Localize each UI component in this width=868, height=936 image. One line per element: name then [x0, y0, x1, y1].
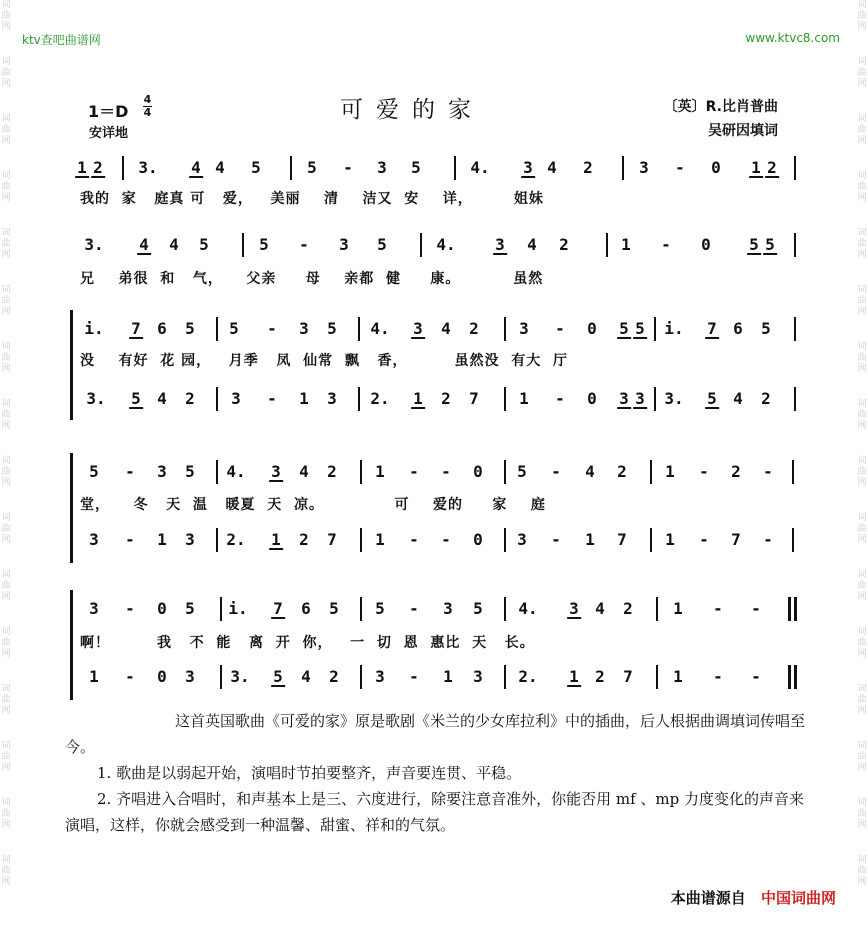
note: 1 [443, 667, 453, 686]
side-watermark-text: 词 曲 网 [857, 798, 867, 830]
note: 3 [473, 667, 483, 686]
notation-row-4-lower [76, 528, 796, 552]
note: 2 [469, 319, 479, 338]
notation-row-2 [76, 233, 796, 257]
note: 7 [731, 530, 741, 549]
right-watermark-strip [856, 0, 868, 936]
lyric-line-2: 兄 弟很 和 气， 父亲 母 亲都 健 康。 虽然 [80, 271, 544, 287]
side-watermark-text: 词 曲 网 [857, 399, 867, 431]
note: i. [228, 599, 248, 618]
barline [622, 156, 624, 180]
note: i. [84, 319, 104, 338]
note: - [441, 462, 451, 481]
barline [654, 317, 656, 341]
barline [454, 156, 456, 180]
note: 1 [665, 530, 675, 549]
note: - [551, 530, 561, 549]
note: 4 [527, 235, 537, 254]
barline [358, 317, 360, 341]
note: - [299, 235, 309, 254]
note: - [409, 462, 419, 481]
description-paragraph-1: 这首英国歌曲《可爱的家》原是歌剧《米兰的少女库拉利》中的插曲，后人根据曲调填词传唱至今。 [65, 712, 806, 756]
note: 1 [77, 158, 87, 177]
barline [606, 233, 608, 257]
tempo-marking: 安详地 [89, 126, 129, 141]
note: 3 [413, 319, 423, 338]
note: 4. [518, 599, 538, 618]
barline [420, 233, 422, 257]
source-credit [671, 887, 836, 908]
note: 4. [370, 319, 390, 338]
note: 6 [157, 319, 167, 338]
barline [220, 665, 222, 689]
side-watermark-text: 词 曲 网 [1, 855, 11, 887]
note: - [555, 319, 565, 338]
note: 5 [329, 599, 339, 618]
barline [504, 528, 506, 552]
barline [656, 665, 658, 689]
note: 5 [199, 235, 209, 254]
key-signature: 1＝D [88, 102, 129, 121]
note: 4. [436, 235, 456, 254]
lyric-line-4: 堂， 冬 天 温 暖夏 天 凉。 可 爱的 家 庭 [80, 497, 546, 513]
note: 5 [327, 319, 337, 338]
composer-credit: 〔英〕R.比肖普曲 [663, 99, 778, 115]
note: - [409, 667, 419, 686]
note: - [267, 389, 277, 408]
barline [220, 597, 222, 621]
note: 2. [226, 530, 246, 549]
note: - [343, 158, 353, 177]
note: 0 [701, 235, 711, 254]
source-site: 中国词曲网 [760, 889, 836, 907]
barline [654, 387, 656, 411]
note: - [699, 530, 709, 549]
barline [216, 317, 218, 341]
note: - [125, 530, 135, 549]
note: 5 [707, 389, 717, 408]
note: 3. [664, 389, 684, 408]
side-watermark-text: 词 曲 网 [857, 741, 867, 773]
left-watermark-strip [0, 0, 12, 936]
note: 0 [473, 530, 483, 549]
barline [794, 387, 796, 411]
note: 7 [617, 530, 627, 549]
barline [792, 528, 794, 552]
note: 4 [733, 389, 743, 408]
note: 3 [443, 599, 453, 618]
note: 2. [370, 389, 390, 408]
note: 0 [587, 389, 597, 408]
barline [360, 460, 362, 484]
note: 4. [470, 158, 490, 177]
barline [216, 460, 218, 484]
note: 3 [185, 667, 195, 686]
note: 2 [623, 599, 633, 618]
note: 7 [131, 319, 141, 338]
note: 1 [569, 667, 579, 686]
note: - [125, 599, 135, 618]
note: 4 [547, 158, 557, 177]
barline [794, 317, 796, 341]
note: 5 [185, 462, 195, 481]
notation-row-3-lower [76, 387, 796, 411]
side-watermark-text: 词 曲 网 [1, 684, 11, 716]
note: - [751, 667, 761, 686]
note: 5 [251, 158, 261, 177]
note: 3. [84, 235, 104, 254]
note: - [409, 530, 419, 549]
note: 5 [377, 235, 387, 254]
note: 5 [307, 158, 317, 177]
notation-row-4-upper [76, 460, 796, 484]
side-watermark-text: 词 曲 网 [1, 342, 11, 374]
barline [504, 597, 506, 621]
barline [242, 233, 244, 257]
note: - [763, 530, 773, 549]
note: 7 [469, 389, 479, 408]
note: 5 [473, 599, 483, 618]
note: - [551, 462, 561, 481]
note: 7 [623, 667, 633, 686]
note: 4 [139, 235, 149, 254]
note: - [751, 599, 761, 618]
note: - [675, 158, 685, 177]
note: 1 [375, 462, 385, 481]
note: 3 [271, 462, 281, 481]
final-barline [788, 597, 791, 621]
note: 5 [89, 462, 99, 481]
side-watermark-text: 词 曲 网 [857, 855, 867, 887]
note: 3 [635, 389, 645, 408]
note: 5 [185, 599, 195, 618]
barline [216, 387, 218, 411]
side-watermark-text: 词 曲 网 [857, 570, 867, 602]
side-watermark-text: 词 曲 网 [1, 228, 11, 260]
side-watermark-text: 词 曲 网 [1, 456, 11, 488]
side-watermark-text: 词 曲 网 [1, 570, 11, 602]
barline [216, 528, 218, 552]
note: 3 [517, 530, 527, 549]
note: 7 [327, 530, 337, 549]
lyric-line-5: 啊！ 我 不 能 离 开 你， 一 切 恩 惠比 天 长。 [80, 635, 535, 651]
side-watermark-text: 词 曲 网 [857, 684, 867, 716]
barline [794, 156, 796, 180]
note: i. [664, 319, 684, 338]
note: - [713, 599, 723, 618]
notation-row-5-lower [76, 665, 796, 689]
note: 2 [185, 389, 195, 408]
barline [650, 528, 652, 552]
note: 4 [585, 462, 595, 481]
note: - [125, 462, 135, 481]
note: 1 [157, 530, 167, 549]
barline [794, 233, 796, 257]
note: 2 [299, 530, 309, 549]
note: 5 [635, 319, 645, 338]
final-barline [788, 665, 791, 689]
note: - [699, 462, 709, 481]
description-paragraph-2: 1. 歌曲是以弱起开始，演唱时节拍要整齐，声音要连贯、平稳。 [97, 764, 522, 782]
note: 0 [473, 462, 483, 481]
note: - [661, 235, 671, 254]
barline [504, 387, 506, 411]
note: 2 [595, 667, 605, 686]
barline [360, 528, 362, 552]
side-watermark-text: 词 曲 网 [1, 285, 11, 317]
note: 2 [731, 462, 741, 481]
note: 5 [273, 667, 283, 686]
note: - [267, 319, 277, 338]
side-watermark-text: 词 曲 网 [1, 513, 11, 545]
side-watermark-text: 词 曲 网 [857, 342, 867, 374]
final-barline [794, 665, 797, 689]
note: 4 [441, 319, 451, 338]
song-title: 可爱的家 [340, 97, 484, 123]
note: 5 [229, 319, 239, 338]
note: 7 [707, 319, 717, 338]
note: 5 [411, 158, 421, 177]
note: 3 [375, 667, 385, 686]
barline [504, 665, 506, 689]
note: 3 [299, 319, 309, 338]
note: 1 [89, 667, 99, 686]
note: 4 [157, 389, 167, 408]
notation-row-3-upper [76, 317, 796, 341]
note: 4 [169, 235, 179, 254]
note: 1 [375, 530, 385, 549]
time-signature-bottom: 4 [143, 106, 152, 119]
note: 2 [767, 158, 777, 177]
side-watermark-text: 词 曲 网 [857, 171, 867, 203]
note: 2 [583, 158, 593, 177]
note: 4 [215, 158, 225, 177]
note: 0 [157, 599, 167, 618]
side-watermark-text: 词 曲 网 [857, 57, 867, 89]
note: 3 [377, 158, 387, 177]
side-watermark-text: 词 曲 网 [857, 627, 867, 659]
note: 5 [761, 319, 771, 338]
side-watermark-text: 词 曲 网 [857, 456, 867, 488]
note: 3. [86, 389, 106, 408]
note: 3 [89, 530, 99, 549]
side-watermark-text: 词 曲 网 [857, 285, 867, 317]
note: 2 [761, 389, 771, 408]
note: 1 [299, 389, 309, 408]
side-watermark-text: 词 曲 网 [1, 171, 11, 203]
note: 7 [273, 599, 283, 618]
note: - [763, 462, 773, 481]
source-label: 本曲谱源自 [670, 889, 746, 907]
notation-row-5-upper [76, 597, 796, 621]
site-watermark-right: www.ktvc8.com [745, 31, 840, 45]
site-watermark-left: ktv查吧曲谱网 [22, 33, 101, 47]
note: 3 [495, 235, 505, 254]
side-watermark-text: 词 曲 网 [1, 57, 11, 89]
side-watermark-text: 词 曲 网 [857, 513, 867, 545]
note: 1 [413, 389, 423, 408]
note: 3 [639, 158, 649, 177]
note: 4. [226, 462, 246, 481]
side-watermark-text: 词 曲 网 [857, 114, 867, 146]
notation-row-1 [76, 156, 796, 180]
side-watermark-text: 词 曲 网 [1, 114, 11, 146]
note: 6 [733, 319, 743, 338]
note: - [441, 530, 451, 549]
barline [360, 665, 362, 689]
note: 2. [518, 667, 538, 686]
note: 3. [230, 667, 250, 686]
final-barline [794, 597, 797, 621]
note: 3. [138, 158, 158, 177]
barline [650, 460, 652, 484]
note: 2 [327, 462, 337, 481]
note: 1 [271, 530, 281, 549]
barline [504, 460, 506, 484]
note: 3 [519, 319, 529, 338]
lyric-line-3: 没 有好 花 园， 月季 凤 仙常 飘 香， 虽然没 有大 厅 [80, 353, 568, 369]
note: 3 [327, 389, 337, 408]
barline [290, 156, 292, 180]
note: 4 [595, 599, 605, 618]
barline [792, 460, 794, 484]
note: 5 [375, 599, 385, 618]
note: 4 [301, 667, 311, 686]
note: 1 [519, 389, 529, 408]
side-watermark-text: 词 曲 网 [1, 399, 11, 431]
note: 2 [329, 667, 339, 686]
side-watermark-text: 词 曲 网 [1, 0, 11, 32]
description-paragraph-3: 2. 齐唱进入合唱时，和声基本上是三、六度进行，除要注意音准外，你能否用 mf 、mp 力度变化的声音来演唱，这样，你就会感受到一种温馨、甜蜜、祥和的气氛。 [65, 790, 804, 834]
side-watermark-text: 词 曲 网 [857, 228, 867, 260]
note: 3 [523, 158, 533, 177]
note: 3 [619, 389, 629, 408]
note: 5 [749, 235, 759, 254]
note: 1 [665, 462, 675, 481]
note: 6 [301, 599, 311, 618]
note: 0 [587, 319, 597, 338]
barline [360, 597, 362, 621]
note: 2 [617, 462, 627, 481]
note: 5 [259, 235, 269, 254]
note: 4 [299, 462, 309, 481]
side-watermark-text: 词 曲 网 [1, 627, 11, 659]
note: 1 [673, 667, 683, 686]
barline [122, 156, 124, 180]
note: 3 [231, 389, 241, 408]
note: - [409, 599, 419, 618]
note: - [713, 667, 723, 686]
note: 1 [673, 599, 683, 618]
note: 3 [157, 462, 167, 481]
note: 2 [559, 235, 569, 254]
note: 4 [191, 158, 201, 177]
note: 5 [131, 389, 141, 408]
barline [358, 387, 360, 411]
note: 3 [339, 235, 349, 254]
note: 0 [711, 158, 721, 177]
note: 5 [185, 319, 195, 338]
note: 3 [89, 599, 99, 618]
note: 1 [621, 235, 631, 254]
barline [656, 597, 658, 621]
lyric-line-1: 我的 家 庭真 可 爱， 美丽 清 洁又 安 详， 姐妹 [80, 191, 544, 207]
note: 3 [569, 599, 579, 618]
note: 5 [517, 462, 527, 481]
note: 5 [765, 235, 775, 254]
note: 3 [185, 530, 195, 549]
note: 2 [441, 389, 451, 408]
time-signature [143, 95, 152, 118]
note: - [555, 389, 565, 408]
lyricist-credit: 吴研因填词 [708, 123, 778, 139]
note: 1 [585, 530, 595, 549]
time-signature-top: 4 [143, 93, 152, 106]
side-watermark-text: 词 曲 网 [857, 0, 867, 32]
note: 5 [619, 319, 629, 338]
note: 1 [751, 158, 761, 177]
note: - [125, 667, 135, 686]
side-watermark-text: 词 曲 网 [1, 798, 11, 830]
note: 2 [93, 158, 103, 177]
note: 0 [157, 667, 167, 686]
barline [504, 317, 506, 341]
side-watermark-text: 词 曲 网 [1, 741, 11, 773]
